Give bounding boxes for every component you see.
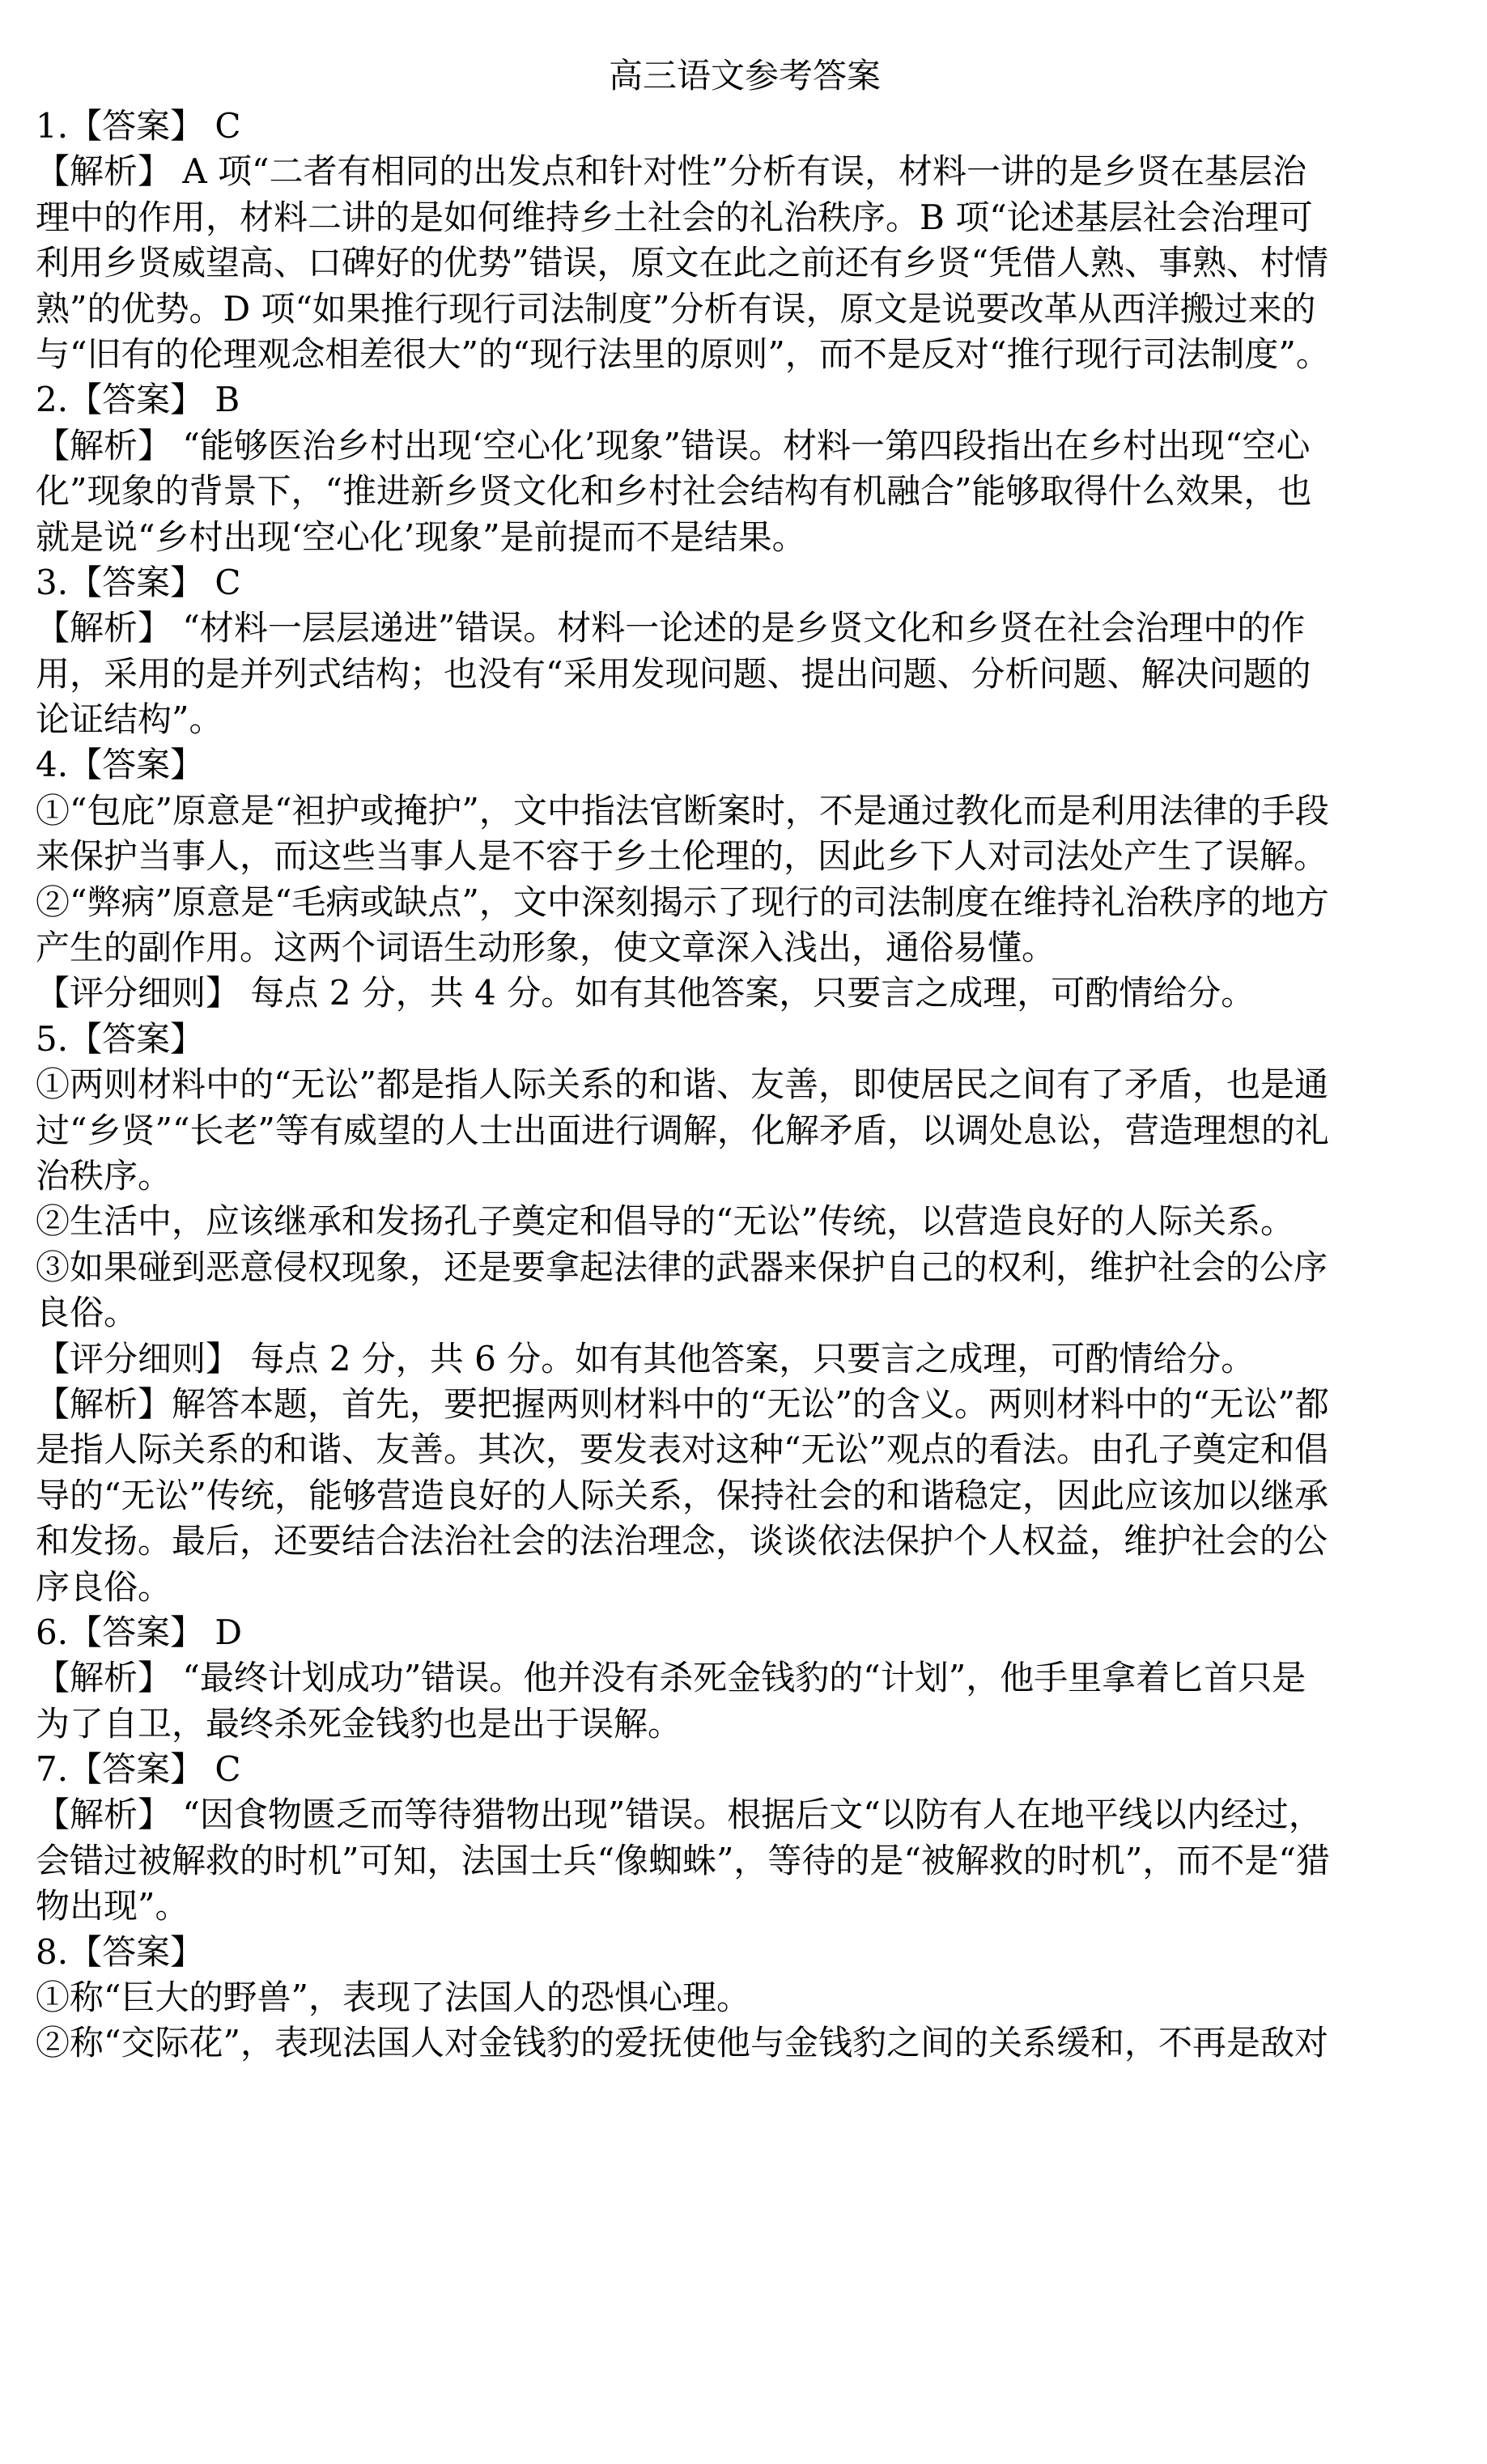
document-title: 高三语文参考答案	[608, 56, 881, 96]
question-7-analysis-line: 【解析】 “因食物匮乏而等待猎物出现”错误。根据后文“以防有人在地平线以内经过，	[36, 1795, 1323, 1835]
question-5-answer: 5.【答案】	[36, 1018, 205, 1059]
question-4-point-line: ②“弊病”原意是“毛病或缺点”，文中深刻揭示了现行的司法制度在维持礼治秩序的地方	[36, 882, 1329, 922]
question-4-scoring-rule: 【评分细则】 每点 2 分，共 4 分。如有其他答案，只要言之成理，可酌情给分。	[36, 973, 1255, 1013]
question-8-point-line: ①称“巨大的野兽”，表现了法国人的恐惧心理。	[36, 1978, 750, 2018]
question-1-analysis-line: 与“旧有的伦理观念相差很大”的“现行法里的原则”，而不是反对“推行现行司法制度”。	[36, 333, 1330, 374]
question-2-analysis-line: 化”现象的背景下，“推进新乡贤文化和乡村社会结构有机融合”能够取得什么效果，也	[36, 471, 1312, 512]
question-5-analysis-line: 和发扬。最后，还要结合法治社会的法治理念，谈谈依法保护个人权益，维护社会的公	[36, 1521, 1328, 1561]
question-2-analysis-line: 就是说“乡村出现‘空心化’现象”是前提而不是结果。	[36, 516, 806, 557]
question-4-point-line: 来保护当事人，而这些当事人是不容于乡土伦理的，因此乡下人对司法处产生了误解。	[36, 836, 1328, 877]
question-2-answer: 2.【答案】 B	[36, 380, 240, 420]
question-5-point-line: ②生活中，应该继承和发扬孔子奠定和倡导的“无讼”传统，以营造良好的人际关系。	[36, 1201, 1294, 1242]
question-8-answer: 8.【答案】	[36, 1931, 205, 1972]
question-7-answer: 7.【答案】 C	[36, 1749, 241, 1790]
question-5-analysis-line: 是指人际关系的和谐、友善。其次，要发表对这种“无讼”观点的看法。由孔子奠定和倡	[36, 1430, 1328, 1470]
question-1-answer: 1.【答案】 C	[36, 106, 241, 146]
answer-body	[36, 104, 1454, 2067]
answer-document	[36, 52, 1454, 2067]
question-4-answer: 4.【答案】	[36, 745, 205, 785]
question-4-point-line: 产生的副作用。这两个词语生动形象，使文章深入浅出，通俗易懂。	[36, 928, 1056, 968]
question-5-analysis-line: 【解析】解答本题，首先，要把握两则材料中的“无讼”的含义。两则材料中的“无讼”都	[36, 1383, 1329, 1424]
question-3-answer: 3.【答案】 C	[36, 562, 241, 602]
question-7-analysis-line: 物出现”。	[36, 1886, 189, 1927]
question-6-answer: 6.【答案】 D	[36, 1612, 243, 1652]
question-3-analysis-line: 【解析】 “材料一层层递进”错误。材料一论述的是乡贤文化和乡贤在社会治理中的作	[36, 608, 1306, 648]
question-5-point-line: ①两则材料中的“无讼”都是指人际关系的和谐、友善，即使居民之间有了矛盾，也是通	[36, 1064, 1328, 1105]
question-1-analysis-line: 利用乡贤威望高、口碑好的优势”错误，原文在此之前还有乡贤“凭借人熟、事熟、村情	[36, 243, 1328, 283]
question-4-point-line: ①“包庇”原意是“袒护或掩护”，文中指法官断案时，不是通过教化而是利用法律的手段	[36, 790, 1329, 831]
question-1-analysis-line: 理中的作用，材料二讲的是如何维持乡土社会的礼治秩序。B 项“论述基层社会治理可	[36, 197, 1313, 237]
question-6-analysis-line: 【解析】 “最终计划成功”错误。他并没有杀死金钱豹的“计划”，他手里拿着匕首只是	[36, 1658, 1306, 1698]
question-3-analysis-line: 论证结构”。	[36, 699, 223, 740]
question-5-scoring-rule: 【评分细则】 每点 2 分，共 6 分。如有其他答案，只要言之成理，可酌情给分。	[36, 1338, 1255, 1379]
question-5-point-line: 良俗。	[36, 1293, 138, 1333]
question-7-analysis-line: 会错过被解救的时机”可知，法国士兵“像蜘蛛”，等待的是“被解救的时机”，而不是“猎	[36, 1840, 1330, 1880]
question-1-analysis-line: 【解析】 A 项“二者有相同的出发点和针对性”分析有误，材料一讲的是乡贤在基层治	[36, 151, 1306, 192]
question-5-point-line: 过“乡贤”“长老”等有威望的人士出面进行调解，化解矛盾，以调处息讼，营造理想的礼	[36, 1110, 1329, 1150]
question-5-analysis-line: 导的“无讼”传统，能够营造良好的人际关系，保持社会的和谐稳定，因此应该加以继承	[36, 1475, 1328, 1515]
question-3-analysis-line: 用，采用的是并列式结构；也没有“采用发现问题、提出问题、分析问题、解决问题的	[36, 653, 1311, 694]
question-6-analysis-line: 为了自卫，最终杀死金钱豹也是出于误解。	[36, 1703, 682, 1744]
question-1-analysis-line: 熟”的优势。D 项“如果推行现行司法制度”分析有误，原文是说要改革从西洋搬过来的	[36, 288, 1316, 329]
question-2-analysis-line: 【解析】 “能够医治乡村出现‘空心化’现象”错误。材料一第四段指出在乡村出现“空心	[36, 425, 1311, 465]
question-8-point-line: ②称“交际花”，表现法国人对金钱豹的爱抚使他与金钱豹之间的关系缓和，不再是敌对	[36, 2023, 1328, 2063]
question-5-analysis-line: 序良俗。	[36, 1566, 172, 1607]
question-5-point-line: ③如果碰到恶意侵权现象，还是要拿起法律的武器来保护自己的权利，维护社会的公序	[36, 1247, 1328, 1287]
question-5-point-line: 治秩序。	[36, 1155, 172, 1196]
